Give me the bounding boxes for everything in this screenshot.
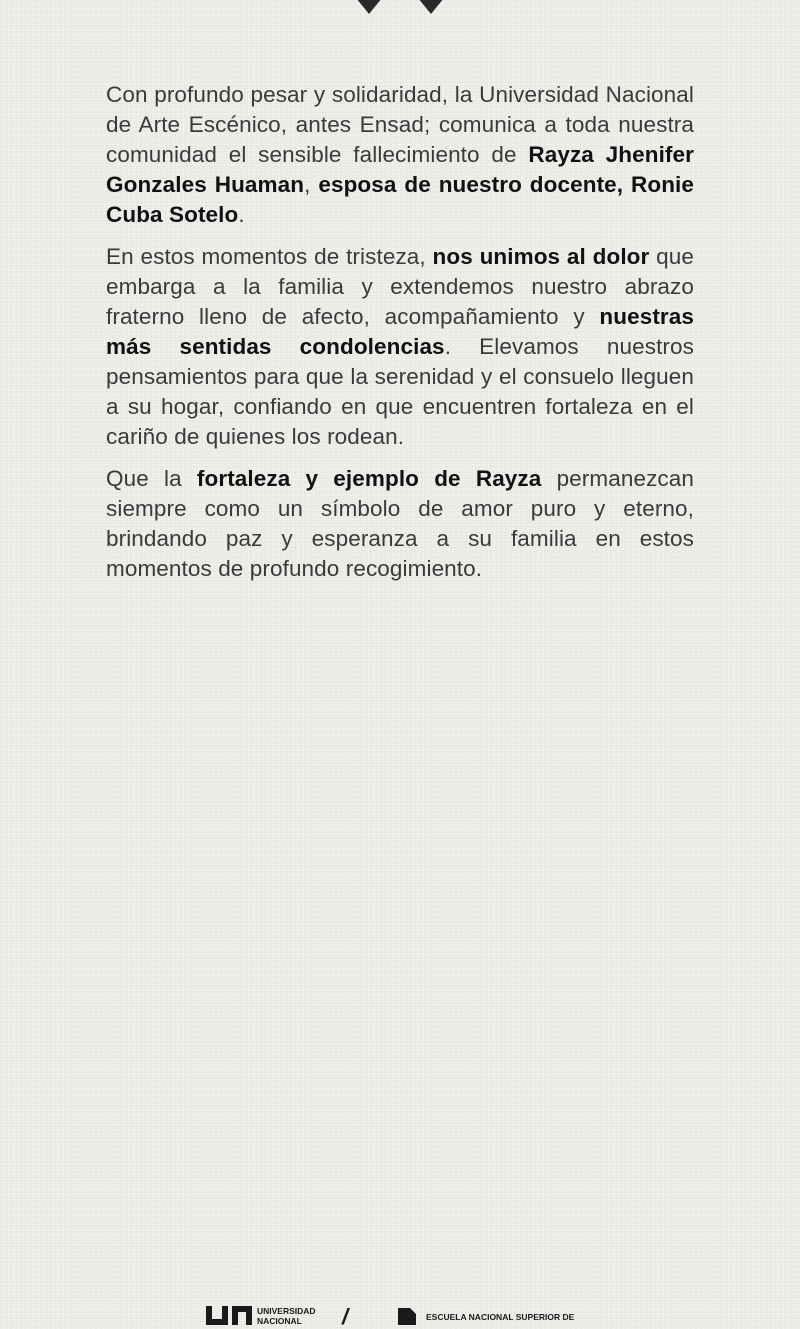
body-text: permanezcan siempre como un símbolo de amor puro y eterno, brindando paz y esperanza a su familia en estos momentos de profundo recogimiento. (106, 466, 694, 581)
body-text: . (238, 202, 245, 227)
body-text: Que la (106, 466, 197, 491)
university-logo-icon (206, 1306, 252, 1325)
body-text: . Elevamos nuestros pensamientos para que la serenidad y el consuelo lleguen a su hogar, confiando en que encuentren fortaleza en el cariño de quienes los rodean. (106, 334, 694, 449)
paragraph-3 (106, 464, 694, 584)
body-text: En estos momentos de tristeza, (106, 244, 433, 269)
paragraph-1 (106, 80, 694, 230)
paragraph-2 (106, 242, 694, 452)
university-line-2: NACIONAL (257, 1316, 302, 1326)
emphasized-text: fortaleza y ejemplo de Rayza (196, 466, 542, 491)
footer-logos (0, 650, 800, 1329)
escuela-logo-icon (398, 1308, 416, 1325)
university-line-1: UNIVERSIDAD (257, 1306, 316, 1316)
emphasized-text: esposa de nuestro docente, Ronie Cuba Sotelo (106, 172, 695, 227)
escuela-wordmark: ESCUELA NACIONAL SUPERIOR DE (426, 1312, 575, 1322)
body-text: , (304, 172, 319, 197)
university-wordmark (257, 1306, 327, 1326)
emphasized-text: nos unimos al dolor (432, 244, 650, 269)
body-text: Con profundo pesar y solidaridad, la Universidad Nacional de Arte Escénico, antes Ensad; comunica a toda nuestra comunidad el sensible fallecimiento de (106, 82, 694, 167)
emphasized-text: Rayza Jhenifer Gonzales Huaman (106, 142, 694, 197)
body-text: que embarga a la familia y extendemos nuestro abrazo fraterno lleno de afecto, acompañamiento y (106, 244, 694, 329)
mourning-ribbon-icon (352, 0, 452, 16)
emphasized-text: nuestras más sentidas condolencias (106, 304, 694, 359)
condolence-message (106, 80, 694, 596)
logo-separator: / (342, 1304, 349, 1329)
